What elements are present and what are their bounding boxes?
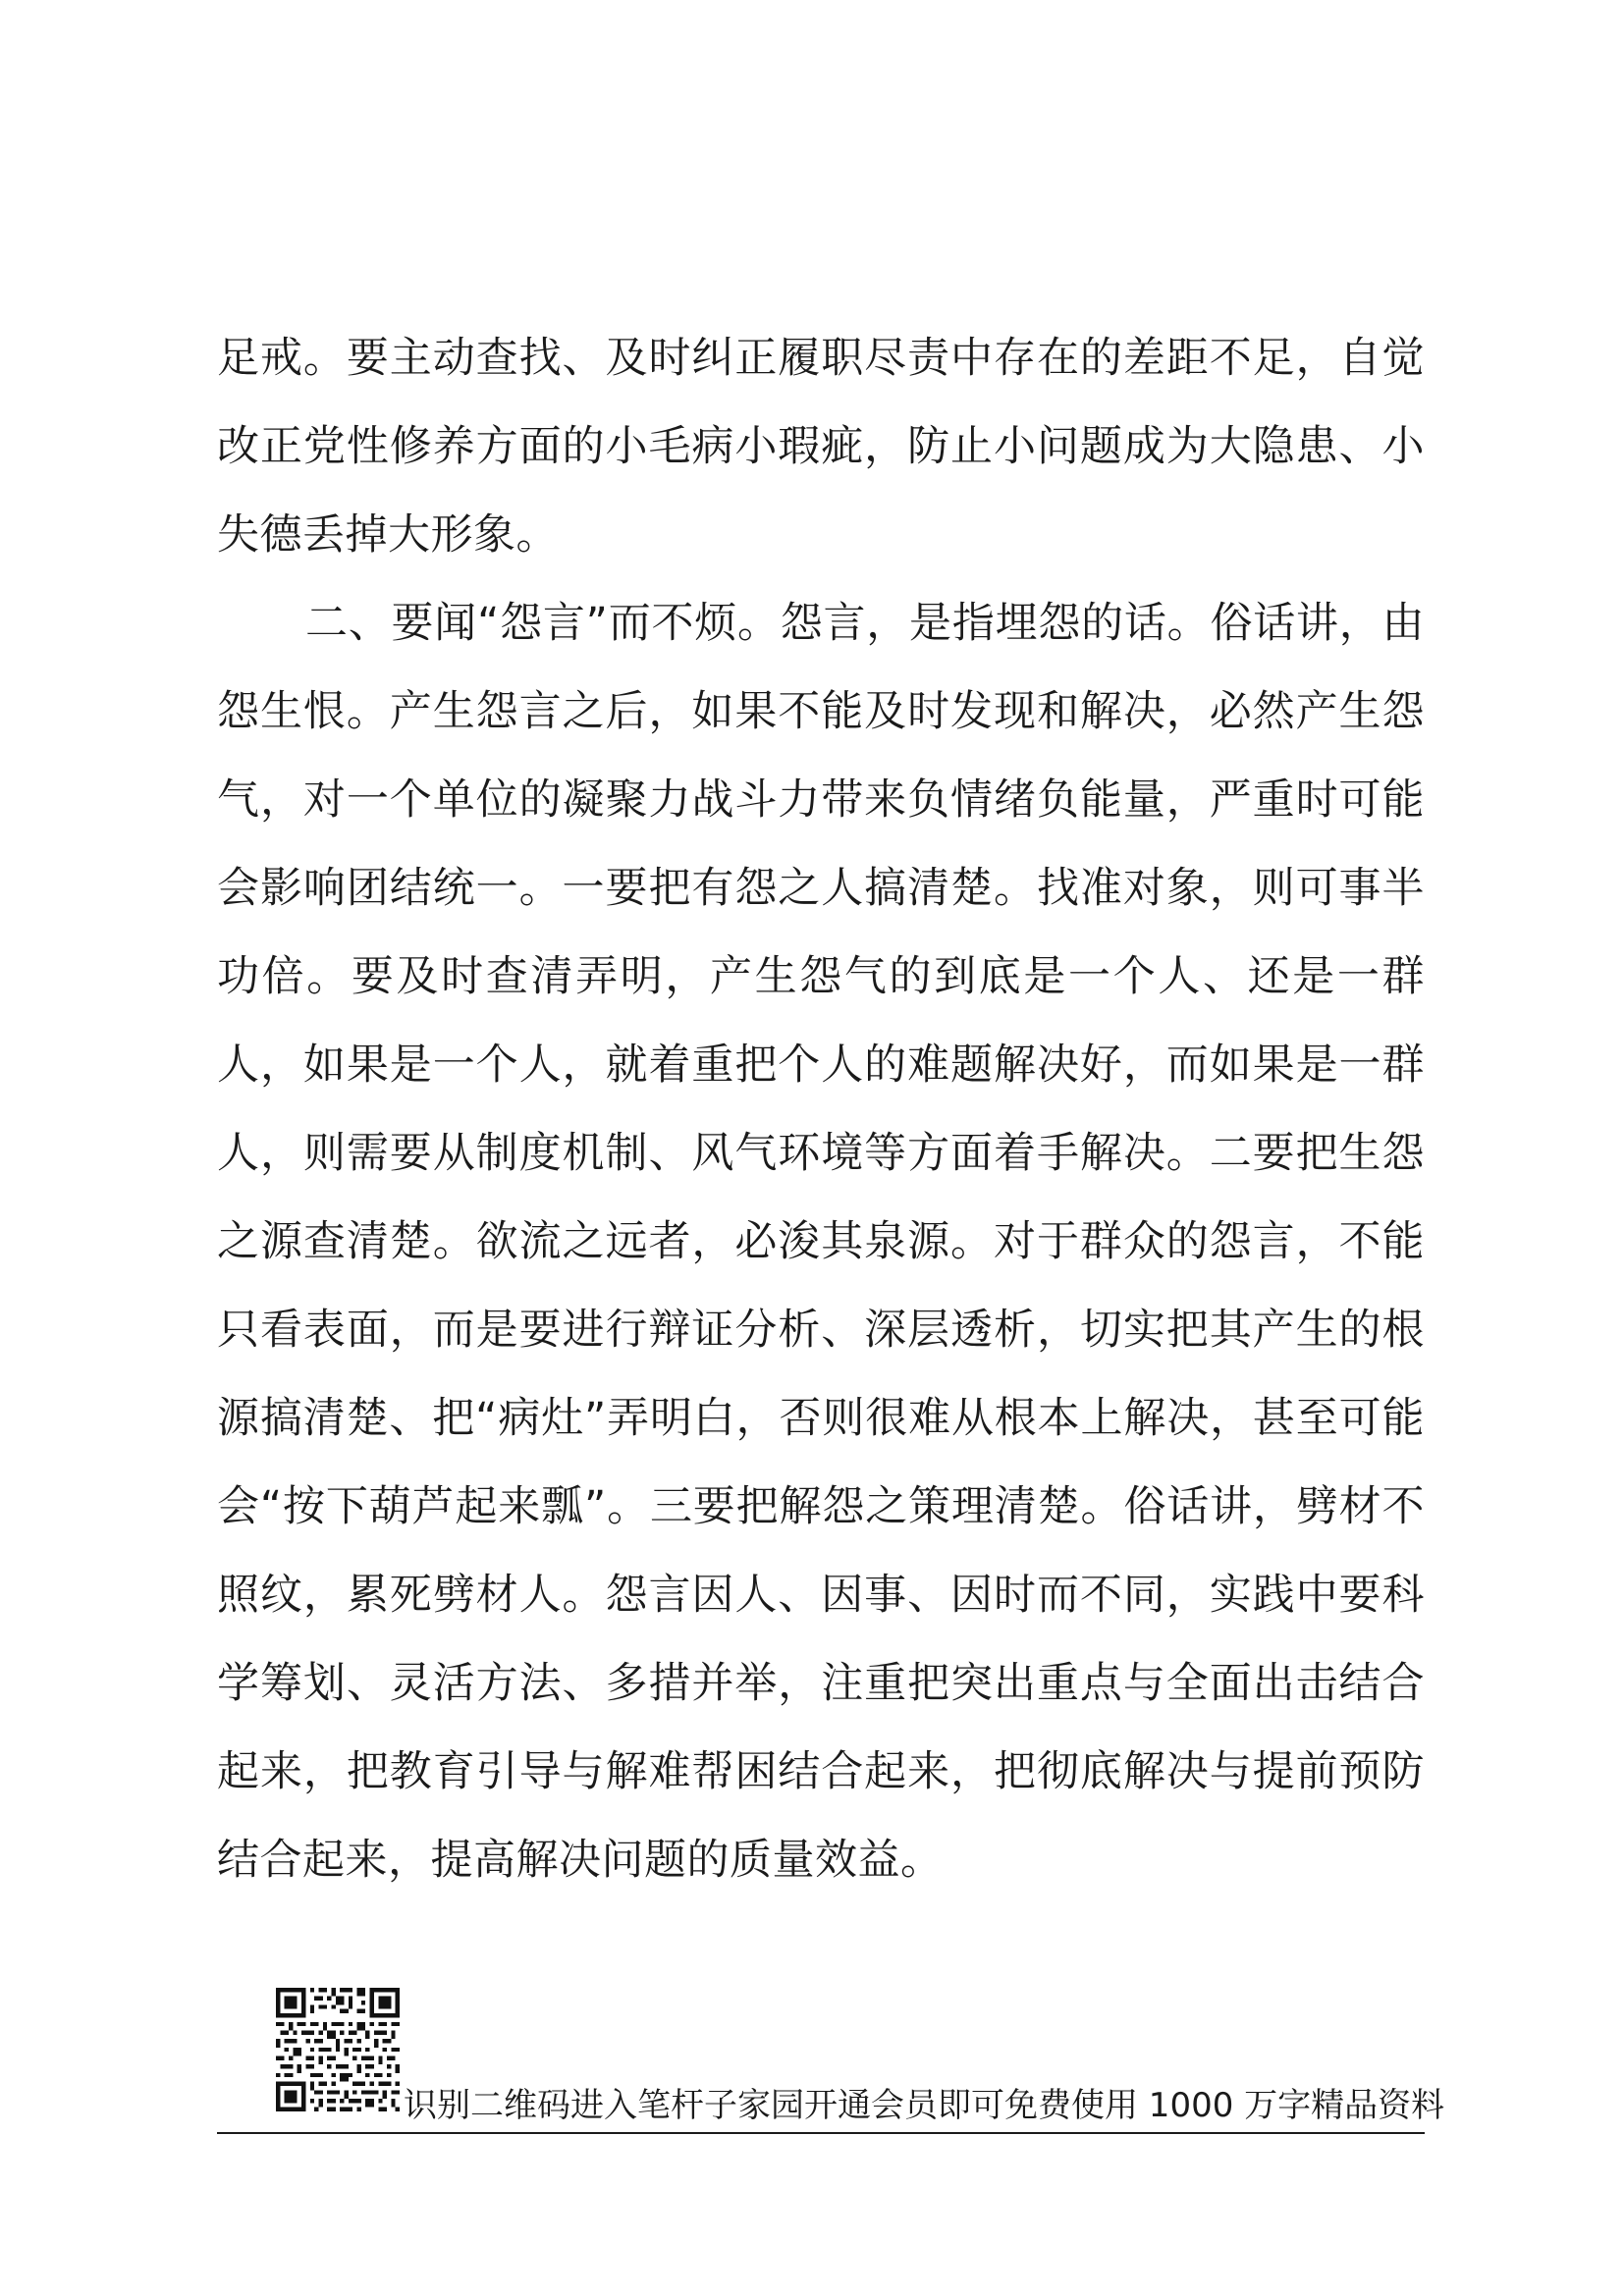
footer-promo-text: 识别二维码进入笔杆子家园开通会员即可免费使用 1000 万字精品资料 [404,2086,1445,2125]
document-body [217,314,1425,1904]
footer-divider [217,2132,1425,2134]
paragraph-1: 足戒。要主动查找、及时纠正履职尽责中存在的差距不足，自觉改正党性修养方面的小毛病小瑕疵，防止小问题成为大隐患、小失德丢掉大形象。 [217,334,1425,560]
footer [217,1983,1445,2135]
qr-code-icon[interactable] [276,1988,400,2111]
paragraph-2: 二、要闻“怨言”而不烦。怨言，是指埋怨的话。俗话讲，由怨生恨。产生怨言之后，如果不能及时发现和解决，必然产生怨气，对一个单位的凝聚力战斗力带来负情绪负能量，严重时可能会影响团结统一。一要把有怨之人搞清楚。找准对象，则可事半功倍。要及时查清弄明，产生怨气的到底是一个人、还是一群人，如果是一个人，就着重把个人的难题解决好，而如果是一群人，则需要从制度机制、风气环境等方面着手解决。二要把生怨之源查清楚。欲流之远者，必浚其泉源。对于群众的怨言，不能只看表面，而是要进行辩证分析、深层透析，切实把其产生的根源搞清楚、把“病灶”弄明白，否则很难从根本上解决，甚至可能会“按下葫芦起来瓢”。三要把解怨之策理清楚。俗话讲，劈材不照纹，累死劈材人。怨言因人、因事、因时而不同，实践中要科学筹划、灵活方法、多措并举，注重把突出重点与全面出击结合起来，把教育引导与解难帮困结合起来，把彻底解决与提前预防结合起来，提高解决问题的质量效益。 [217,599,1425,1885]
